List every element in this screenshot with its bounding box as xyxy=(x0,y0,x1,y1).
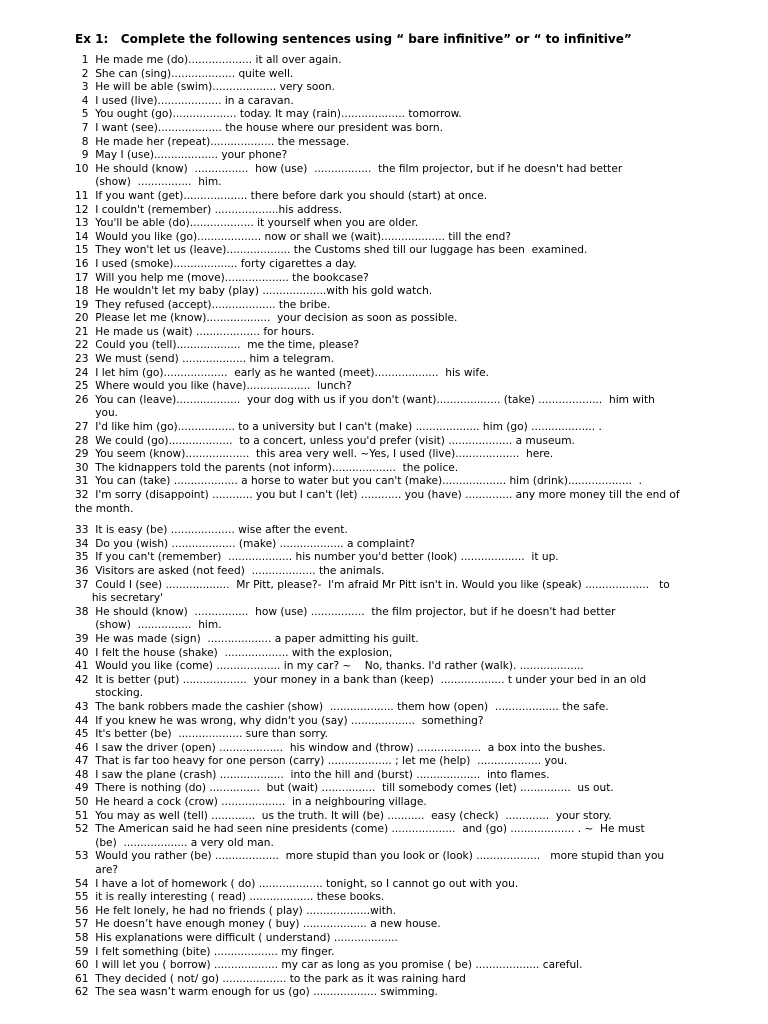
sentence-line: 31 You can (take) ................... a horse to water but you can't (make)................... him (drink)................... . xyxy=(75,475,643,488)
sentence-line: 56 He felt lonely, he had no friends ( play) ...................with. xyxy=(75,904,396,917)
sentence-line: 15 They won't let us (leave)................... the Customs shed till our luggage has been examined. xyxy=(75,244,588,257)
sentence-line: 12 I couldn't (remember) ...................his address. xyxy=(75,203,343,216)
sentence-line: 47 That is far too heavy for one person (carry) ................... ; let me (help) ................... you. xyxy=(75,755,568,768)
sentence-line: are? xyxy=(75,864,118,877)
sentence-line: 7 I want (see)................... the house where our president was born. xyxy=(75,121,443,134)
sentence-line: (be) ................... a very old man. xyxy=(75,836,274,849)
sentence-line: 37 Could I (see) ................... Mr Pitt, please?- I'm afraid Mr Pitt isn't in. Would you like (speak) ................... to xyxy=(75,578,670,591)
sentence-line: 50 He heard a cock (crow) ................... in a neighbouring village. xyxy=(75,796,427,809)
sentence-line: 23 We must (send) ................... him a telegram. xyxy=(75,353,335,366)
sentence-line: 58 His explanations were difficult ( understand) ................... xyxy=(75,932,398,944)
sentence-line: 36 Visitors are asked (not feed) ................... the animals. xyxy=(75,564,385,577)
exercise-title: Ex 1: Complete the following sentences using “ bare infinitive” or “ to infinitive” xyxy=(75,32,632,46)
sentence-line: 29 You seem (know)................... this area very well. ~Yes, I used (live)................... here. xyxy=(75,448,554,461)
sentence-line: 14 Would you like (go)................... now or shall we (wait)................... till the end? xyxy=(75,230,511,243)
sentence-line: 44 If you knew he was wrong, why didn't you (say) ................... something? xyxy=(75,714,484,727)
sentence-line: 32 I'm sorry (disappoint) ............ you but I can't (let) ............ you (have) .............. any more money till the end of xyxy=(75,489,680,501)
sentence-line: 51 You may as well (tell) ............. us the truth. It will (be) ........... easy (check) ............. your story. xyxy=(75,809,612,822)
sentence-line: 53 Would you rather (be) ................... more stupid than you look or (look) ................... more stupid than you xyxy=(75,850,665,863)
sentence-line: 35 If you can't (remember) ................... his number you'd better (look) ................... it up. xyxy=(75,551,559,564)
sentence-line: 41 Would you like (come) ................... in my car? ~ No, thanks. I'd rather (walk). ................... xyxy=(75,660,584,673)
sentence-line: 38 He should (know) ................ how (use) ................ the film projector, but if he doesn't had better xyxy=(75,605,616,618)
sentence-line: 57 He doesn’t have enough money ( buy) ................... a new house. xyxy=(75,918,441,931)
sentence-line: 48 I saw the plane (crash) ................... into the hill and (burst) ................... into flames. xyxy=(75,768,550,781)
sentence-list xyxy=(75,54,735,1000)
sentence-line: you. xyxy=(75,407,119,420)
sentence-line: 40 I felt the house (shake) ................... with the explosion, xyxy=(75,646,393,659)
sentence-block-2 xyxy=(75,524,735,1000)
sentence-line: 22 Could you (tell)................... me the time, please? xyxy=(75,339,360,352)
sentence-line: 21 He made us (wait) ................... for hours. xyxy=(75,325,315,338)
sentence-line: 11 If you want (get)................... there before dark you should (start) at once. xyxy=(75,189,488,202)
sentence-line: 49 There is nothing (do) ............... but (wait) ................ till somebody comes (let) ............... us out. xyxy=(75,782,614,795)
sentence-line: the month. xyxy=(75,502,134,515)
block-gap xyxy=(75,516,735,524)
sentence-line: 45 It's better (be) ................... sure than sorry. xyxy=(75,728,329,741)
sentence-line: 18 He wouldn't let my baby (play) ...................with his gold watch. xyxy=(75,285,433,298)
sentence-line: 4 I used (live)................... in a caravan. xyxy=(75,94,294,107)
sentence-line: 27 I'd like him (go)................. to a university but I can't (make) ................... him (go) ................... . xyxy=(75,421,602,434)
sentence-line: 59 I felt something (bite) ................... my finger. xyxy=(75,945,335,958)
sentence-line: 52 The American said he had seen nine presidents (come) ................... and (go) ................... . ~ He must xyxy=(75,823,645,836)
sentence-line: 42 It is better (put) ................... your money in a bank than (keep) ................... t under your bed in an old xyxy=(75,673,647,686)
sentence-line: 2 She can (sing)................... quite well. xyxy=(75,67,294,80)
sentence-line: (show) ................ him. xyxy=(75,619,222,632)
sentence-line: 8 He made her (repeat)................... the message. xyxy=(75,135,350,148)
sentence-line: 62 The sea wasn’t warm enough for us (go) ................... swimming. xyxy=(75,986,438,999)
sentence-line: 1 He made me (do)................... it all over again. xyxy=(75,54,342,66)
sentence-line: 5 You ought (go)................... today. It may (rain)................... tomorrow. xyxy=(75,108,462,121)
sentence-line: 55 it is really interesting ( read) ................... these books. xyxy=(75,891,385,904)
sentence-line: 20 Please let me (know)................... your decision as soon as possible. xyxy=(75,312,458,325)
sentence-line: 24 I let him (go)................... early as he wanted (meet)................... his wife. xyxy=(75,366,490,379)
sentence-line: 13 You'll be able (do)................... it yourself when you are older. xyxy=(75,217,419,230)
sentence-line: (show) ................ him. xyxy=(75,176,222,189)
sentence-line: 34 Do you (wish) ................... (make) ................... a complaint? xyxy=(75,537,416,550)
sentence-line: 9 May I (use)................... your phone? xyxy=(75,149,288,162)
sentence-line: 16 I used (smoke)................... forty cigarettes a day. xyxy=(75,257,357,270)
sentence-line: 30 The kidnappers told the parents (not inform)................... the police. xyxy=(75,461,459,474)
sentence-line: 19 They refused (accept)................... the bribe. xyxy=(75,298,331,311)
sentence-line: 17 Will you help me (move)................... the bookcase? xyxy=(75,271,369,284)
sentence-line: 54 I have a lot of homework ( do) ................... tonight, so I cannot go out with you. xyxy=(75,877,519,890)
sentence-line: 39 He was made (sign) ................... a paper admitting his guilt. xyxy=(75,632,419,645)
sentence-line: 10 He should (know) ................ how (use) ................. the film projector, but if he doesn't had better xyxy=(75,162,623,175)
sentence-line: 26 You can (leave)................... your dog with us if you don't (want)................... (take) ................... him with xyxy=(75,393,655,406)
sentence-block-1 xyxy=(75,54,735,516)
sentence-line: 3 He will be able (swim)................... very soon. xyxy=(75,81,335,94)
sentence-line: 61 They decided ( not/ go) ................... to the park as it was raining hard xyxy=(75,972,466,985)
sentence-line: 25 Where would you like (have)................... lunch? xyxy=(75,380,352,393)
sentence-line: 28 We could (go)................... to a concert, unless you'd prefer (visit) ................... a museum. xyxy=(75,434,575,447)
sentence-line: his secretary' xyxy=(75,592,164,605)
sentence-line: 33 It is easy (be) ................... wise after the event. xyxy=(75,524,348,537)
sentence-line: 43 The bank robbers made the cashier (show) ................... them how (open) ................... the safe. xyxy=(75,700,609,713)
sentence-line: 60 I will let you ( borrow) ................... my car as long as you promise ( be) ................... careful. xyxy=(75,959,583,972)
sentence-line: stocking. xyxy=(75,687,144,700)
sentence-line: 46 I saw the driver (open) ................... his window and (throw) ................... a box into the bushes. xyxy=(75,741,606,754)
